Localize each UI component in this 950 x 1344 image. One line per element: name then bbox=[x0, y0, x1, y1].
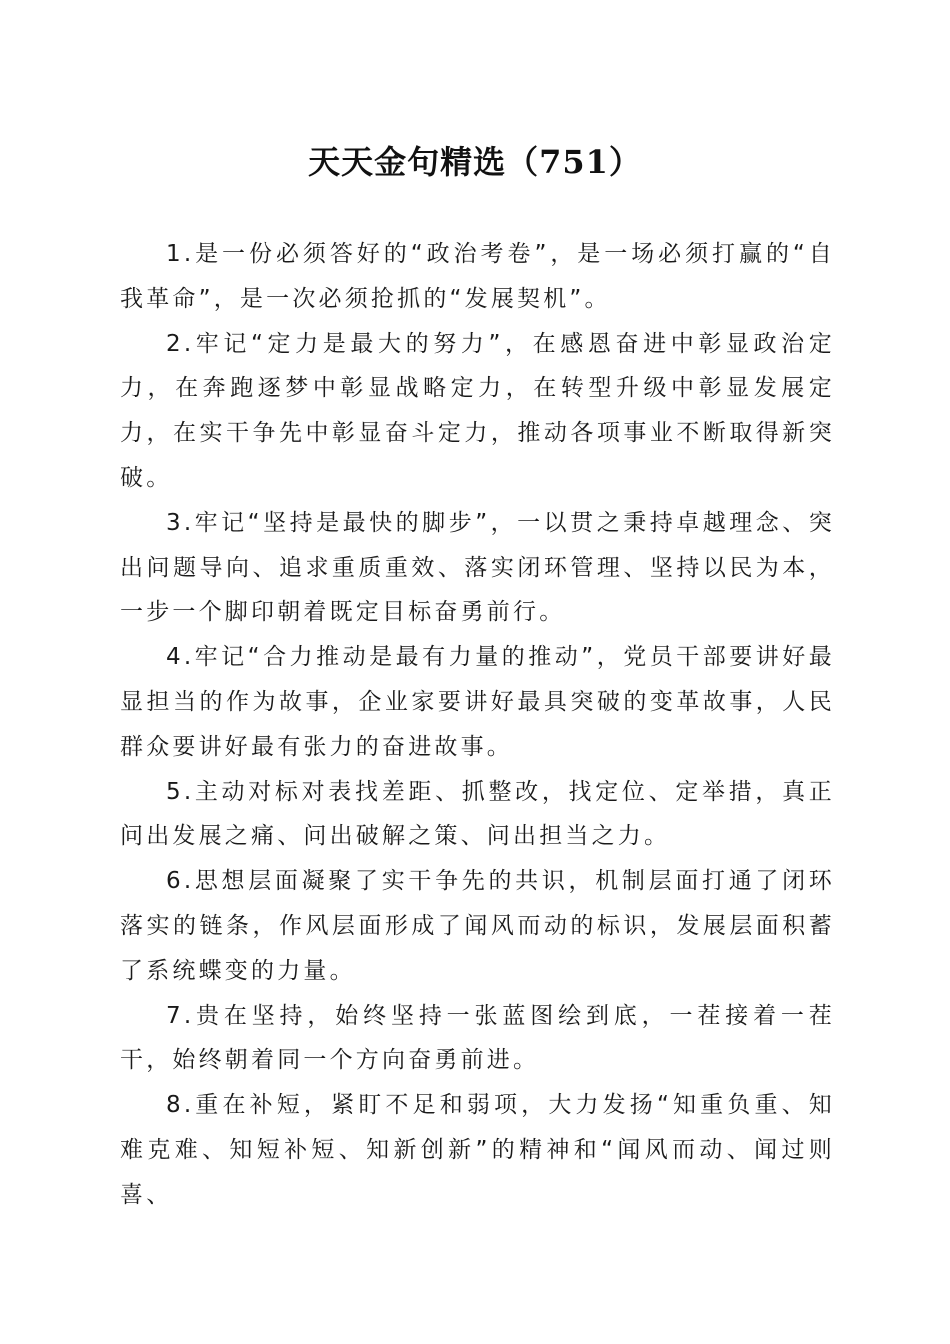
document-body bbox=[120, 232, 835, 1218]
paragraph-1: 1.是一份必须答好的“政治考卷”，是一场必须打赢的“自我革命”，是一次必须抢抓的“发展契机”。 bbox=[120, 241, 835, 312]
paragraph-4: 4.牢记“合力推动是最有力量的推动”，党员干部要讲好最显担当的作为故事，企业家要讲好最具突破的变革故事，人民群众要讲好最有张力的奋进故事。 bbox=[120, 644, 835, 760]
paragraph-3: 3.牢记“坚持是最快的脚步”，一以贯之秉持卓越理念、突出问题导向、追求重质重效、落实闭环管理、坚持以民为本，一步一个脚印朝着既定目标奋勇前行。 bbox=[120, 509, 835, 626]
paragraph-5: 5.主动对标对表找差距、抓整改，找定位、定举措，真正问出发展之痛、问出破解之策、问出担当之力。 bbox=[120, 778, 835, 850]
paragraph-2: 2.牢记“定力是最大的努力”，在感恩奋进中彰显政治定力，在奔跑逐梦中彰显战略定力，在转型升级中彰显发展定力，在实干争先中彰显奋斗定力，推动各项事业不断取得新突破。 bbox=[120, 330, 835, 491]
paragraph-7: 7.贵在坚持，始终坚持一张蓝图绘到底，一茬接着一茬干，始终朝着同一个方向奋勇前进。 bbox=[120, 1002, 835, 1074]
page-title: 天天金句精选（751） bbox=[308, 143, 642, 181]
paragraph-8: 8.重在补短，紧盯不足和弱项，大力发扬“知重负重、知难克难、知短补短、知新创新”的精神和“闻风而动、闻过则喜、 bbox=[120, 1092, 835, 1208]
paragraph-6: 6.思想层面凝聚了实干争先的共识，机制层面打通了闭环落实的链条，作风层面形成了闻风而动的标识，发展层面积蓄了系统蝶变的力量。 bbox=[120, 868, 835, 984]
